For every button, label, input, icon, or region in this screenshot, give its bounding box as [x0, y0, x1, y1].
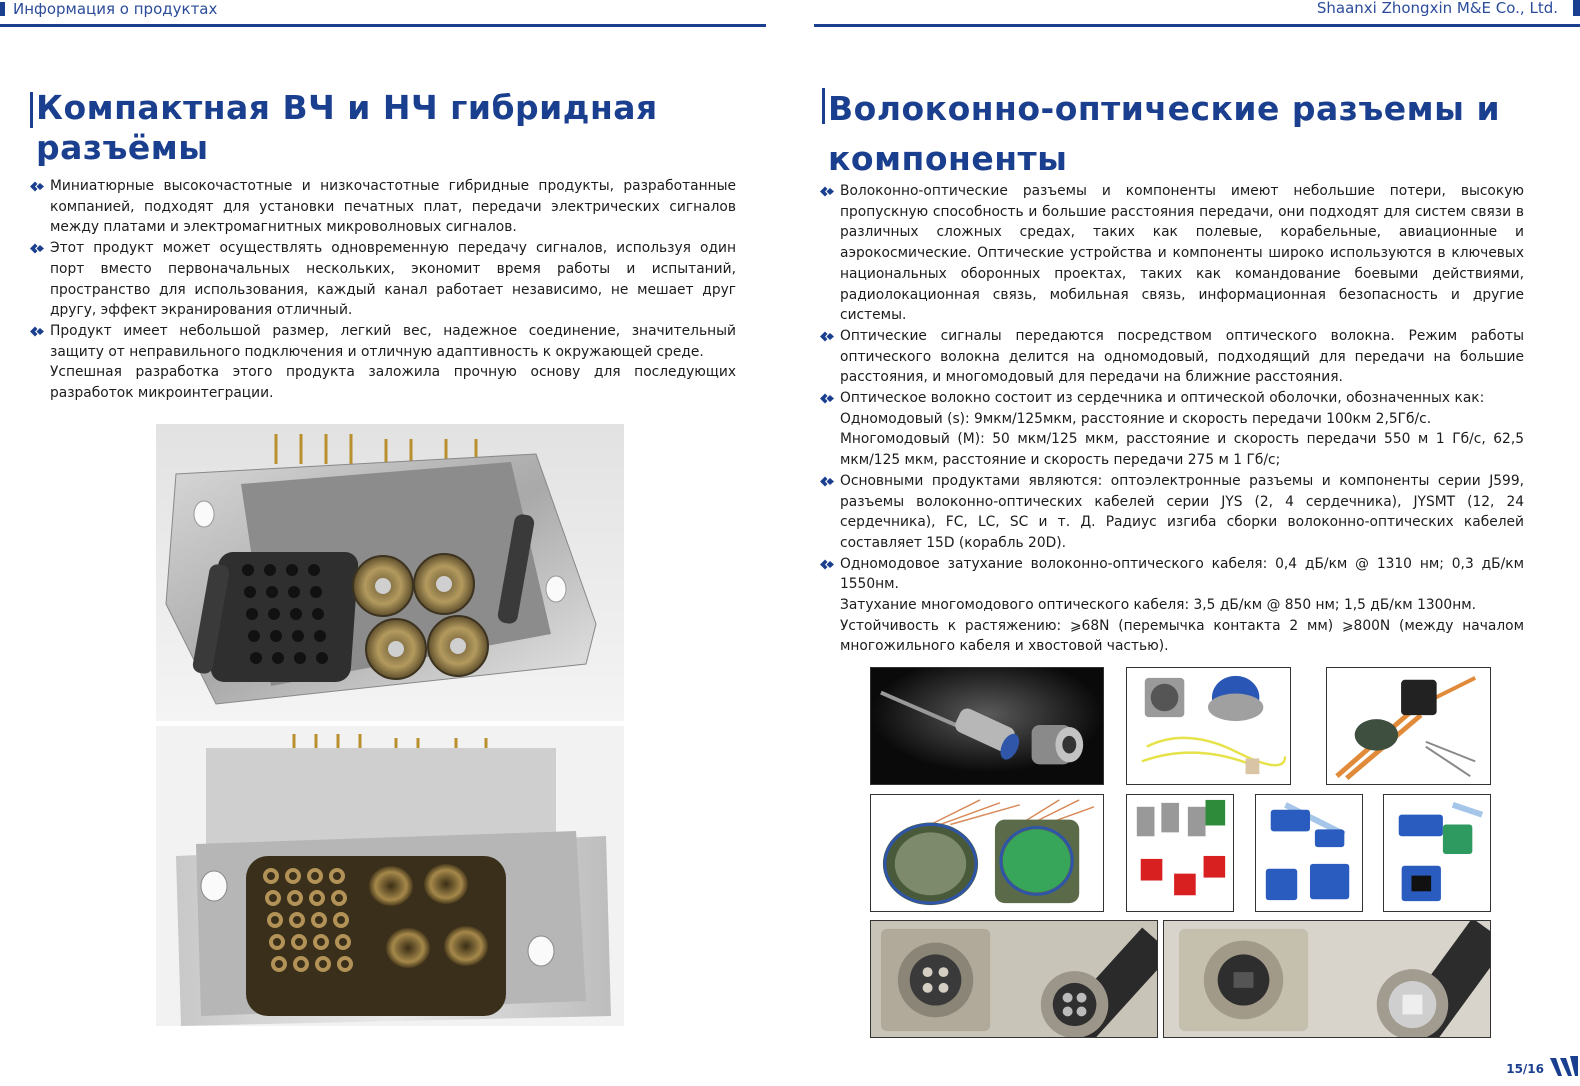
right-bullet-4-text: Основными продуктами являются: оптоэлектронные разъемы и компоненты серии J599, разъемы волоконно-оптических кабелей серии JYS (2, 4 сердечника), JYSMT (12, 24 сердечника), FC, LC, SC и т. Д. Радиус изгиба сборки волоконно-оптических кабелей составляет 15D (корабль 20D). [840, 472, 1524, 551]
right-bullet-4 [818, 471, 1524, 554]
diamond-arrow-icon [30, 325, 44, 338]
right-bullet-3-text: Оптическое волокно состоит из сердечника и оптической оболочки, обозначенных как: [840, 390, 1485, 407]
left-bullet-1-text: Миниатюрные высокочастотные и низкочастотные гибридные продукты, разработанные компанией, подходят для установки печатных плат, передачи электрических сигналов между платами и электромагнитных микроволновых сигналов. [50, 178, 736, 236]
header-rule-right [814, 24, 1580, 27]
right-bullet-3 [818, 388, 1524, 409]
page-number: 15/16 [1506, 1062, 1544, 1076]
left-bullet-2-text: Этот продукт может осуществлять одновременную передачу сигналов, используя один порт вместо первоначальных нескольких, экономит время работы и испытаний, пространство для использования, каждый канал работает независимо, не мешает друг другу, эффект экранирования отличный. [50, 240, 736, 319]
diamond-arrow-icon [820, 558, 834, 571]
right-bullet-3-line-1: Одномодовый (s): 9мкм/125мкм, расстояние и скорость передачи 100км 2,5Гб/с. [840, 410, 1432, 427]
right-title [822, 84, 1562, 184]
header-left-label: Информация о продуктах [13, 0, 218, 18]
header-right-label: Shaanxi Zhongxin M&E Co., Ltd. [1316, 0, 1558, 17]
fiber-connector-photo-8 [870, 920, 1158, 1038]
title-accent-bar [30, 92, 33, 128]
header-left [0, 0, 217, 18]
left-bullet-3-text: Продукт имеет небольшой размер, легкий вес, надежное соединение, значительный защиту от неправильного подключения и отличную адаптивность к окружающей среде. [50, 322, 736, 360]
fiber-connector-photo-5 [1126, 794, 1234, 912]
right-title-line1: Волоконно-оптические разъемы и [828, 89, 1501, 128]
fiber-connector-photo-6 [1255, 794, 1363, 912]
diamond-arrow-icon [30, 180, 44, 193]
fiber-connector-photo-4 [870, 794, 1104, 912]
diamond-arrow-icon [820, 475, 834, 488]
fiber-connector-photo-1 [870, 667, 1104, 785]
right-bullet-2 [818, 326, 1524, 388]
left-body [28, 176, 736, 404]
left-bullet-3-continuation: Успешная разработка этого продукта заложила прочную основу для последующих разработок микроинтеграции. [50, 364, 736, 402]
fiber-connector-photo-7 [1383, 794, 1491, 912]
right-bullet-3-line-2: Многомодовый (M): 50 мкм/125 мкм, расстояние и скорость передачи 550 м 1 Гб/с, 62,5 мкм/125 мкм, расстояние и скорость передачи 275 м 1 Гб/с; [840, 431, 1524, 469]
header-rule-left [0, 24, 766, 27]
right-bullet-5-text: Одномодовое затухание волоконно-оптического кабеля: 0,4 дБ/км @ 1310 нм; 0,3 дБ/км 1550нм. [840, 555, 1524, 593]
left-title [30, 88, 670, 168]
fiber-connector-photo-9 [1163, 920, 1491, 1038]
right-bullet-5-line-1: Затухание многомодового оптического кабеля: 3,5 дБ/км @ 850 нм; 1,5 дБ/км 1300нм. [840, 597, 1477, 614]
title-accent-bar [822, 88, 825, 124]
left-title-line1: Компактная ВЧ и НЧ гибридная [36, 88, 658, 127]
right-bullet-1-text: Волоконно-оптические разъемы и компоненты имеют небольшие потери, высокую пропускную способность и большие расстояния передачи, они подходят для систем связи в различных сложных средах, таких как полевые, корабельные, авиационные и аэрокосмические. Оптические устройства и компоненты широко используются в ключевых национальных оборонных проектах, таких как командование боевыми действиями, радиолокационная связь, мобильная связь, информационная безопасность и другие системы. [840, 183, 1524, 324]
right-bullet-5 [818, 554, 1524, 595]
diamond-arrow-icon [30, 242, 44, 255]
right-body [818, 181, 1524, 657]
diamond-arrow-icon [820, 392, 834, 405]
right-title-line2: компоненты [828, 139, 1068, 178]
hybrid-connector-photo-bottom [156, 726, 624, 1026]
left-bullet-3 [28, 321, 736, 362]
left-bullet-2 [28, 238, 736, 321]
right-bullet-5-line-2: Устойчивость к растяжению: ⩾68N (перемычка контакта 2 мм) ⩾800N (между началом многожильного кабеля и хвостовой частью). [840, 617, 1524, 655]
fiber-connector-photo-2 [1126, 667, 1291, 785]
left-title-line2: разъёмы [36, 128, 209, 167]
diamond-arrow-icon [820, 330, 834, 343]
hybrid-connector-photo-top [156, 424, 624, 721]
right-bullet-1 [818, 181, 1524, 326]
fiber-connector-photo-3 [1326, 667, 1491, 785]
right-bullet-2-text: Оптические сигналы передаются посредством оптического волокна. Режим работы оптического волокна делится на одномодовый, подходящий для передачи на большие расстояния, и многомодовый для передачи на ближние расстояния. [840, 327, 1524, 386]
diamond-arrow-icon [820, 185, 834, 198]
header-right-accent [1573, 0, 1580, 16]
left-bullet-1 [28, 176, 736, 238]
header-accent-bar [0, 2, 5, 16]
company-logo-icon [1548, 1054, 1578, 1078]
